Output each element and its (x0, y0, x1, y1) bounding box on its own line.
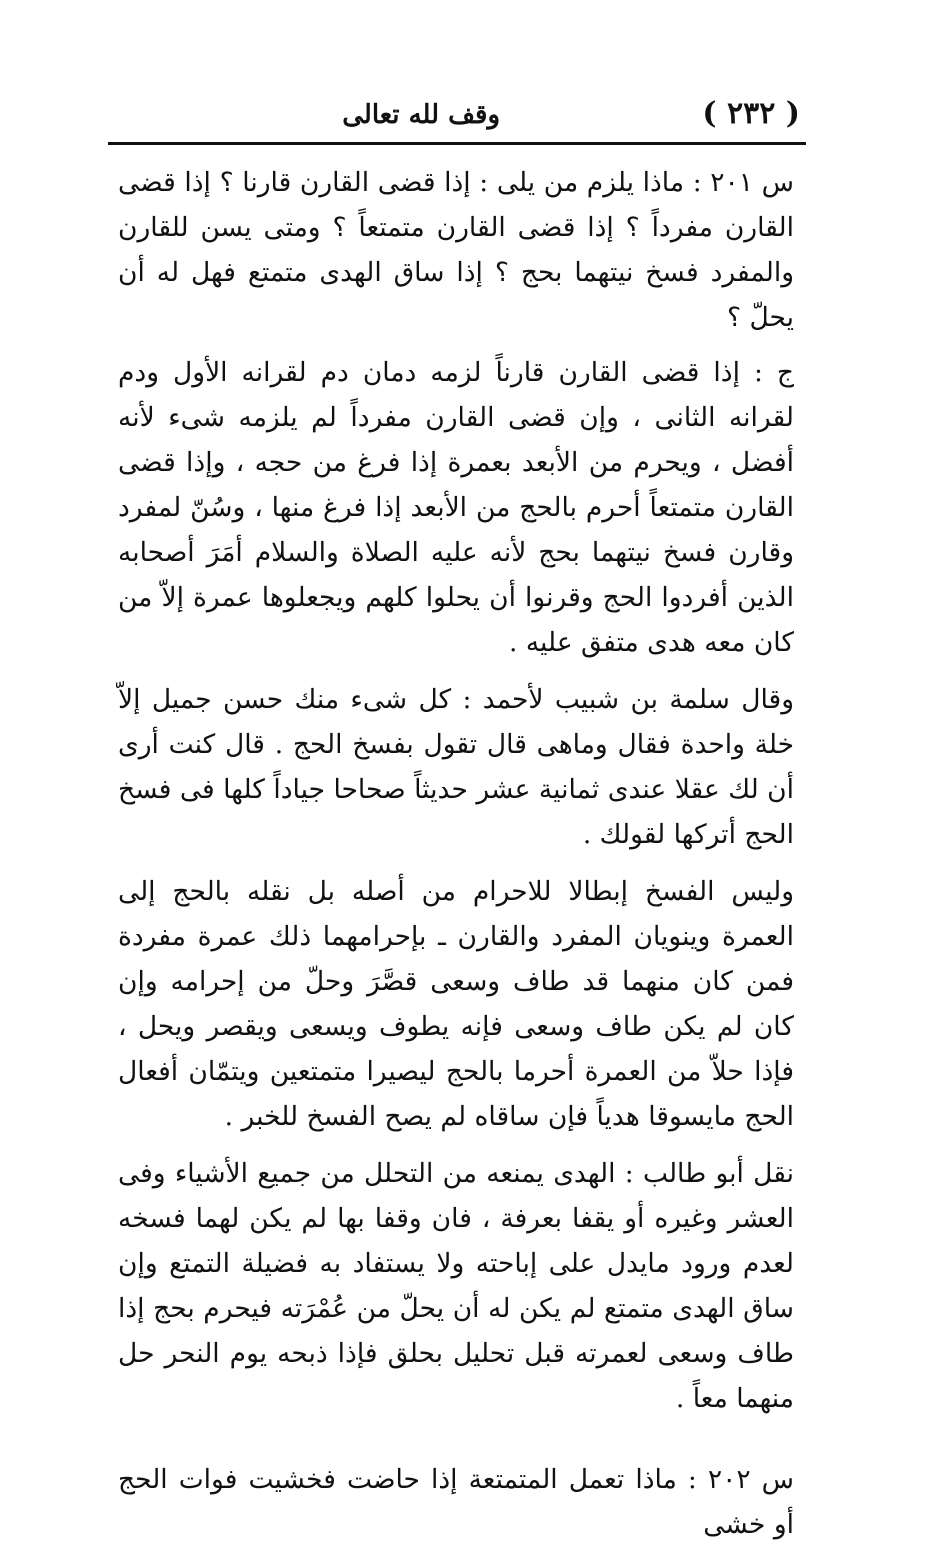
question-201: س ٢٠١ : ماذا يلزم من يلى : إذا قضى القارن قارنا ؟ إذا قضى القارن مفرداً ؟ إذا قضى القارن متمتعاً ؟ ومتى يسن للقارن والمفرد فسخ نيتهما بحج ؟ إذا ساق الهدى متمتع فهل له أن يحلّ ؟ (118, 167, 794, 333)
answer-201: ج : إذا قضى القارن قارناً لزمه دمان دم لقرانه الأول ودم لقرانه الثانى ، وإن قضى القارن مفرداً لم يلزمه شىء لأنه أفضل ، ويحرم من الأبعد بعمرة إذا فرغ من حجه ، وإذا قضى القارن متمتعاً أحرم بالحج من الأبعد إذا فرغ منها ، وسُنّ لمفرد وقارن فسخ نيتهما بحج لأنه عليه الصلاة والسلام أمَرَ أصحابه الذين أفردوا الحج وقرنوا أن يحلوا كلهم ويجعلوها عمرة إلاّ من كان معه هدى متفق عليه . (118, 357, 794, 658)
paragraph-abu-talib: نقل أبو طالب : الهدى يمنعه من التحلل من جميع الأشياء وفى العشر وغيره أو يقفا بعرفة ، فان وقفا بها لم يكن لهما فسخه لعدم ورود مايدل على إباحته ولا يستفاد به فضيلة التمتع وإن ساق الهدى متمتع لم يكن له أن يحلّ من عُمْرَته فيحرم بحج إذا طاف وسعى لعمرته قبل تحليل بحلق فإذا ذبحه يوم النحر حل منهما معاً . (118, 1158, 795, 1414)
paragraph-faskh: وليس الفسخ إبطالا للاحرام من أصله بل نقله بالحج إلى العمرة وينويان المفرد والقارن ـ بإحرامهما ذلك عمرة مفردة فمن كان منهما قد طاف وسعى قصَّرَ وحلّ من إحرامه وإن كان لم يكن طاف وسعى فإنه يطوف ويسعى ويقصر ويحل ، فإذا حلاّ من العمرة أحرما بالحج ليصيرا متمتعين ويتمّان أفعال الحج مايسوقا هدياً فإن ساقاه لم يصح الفسخ للخبر . (118, 876, 794, 1132)
page-header (110, 92, 800, 142)
question-202: س ٢٠٢ : ماذا تعمل المتمتعة إذا حاضت فخشيت فوات الحج أو خشى (118, 1464, 794, 1540)
header-rule (108, 142, 806, 145)
paragraph-salama: وقال سلمة بن شبيب لأحمد : كل شىء منك حسن جميل إلاّ خلة واحدة فقال وماهى قال تقول بفسخ الحج . قال كنت أرى أن لك عقلا عندى ثمانية عشر حديثاً صحاحا جياداً كلها فى فسخ الحج أتركها لقولك . (118, 684, 794, 850)
running-title: وقف لله تعالى (342, 100, 500, 130)
page-number: ( ٢٣٢ ) (702, 96, 800, 131)
page-body (118, 160, 794, 1547)
